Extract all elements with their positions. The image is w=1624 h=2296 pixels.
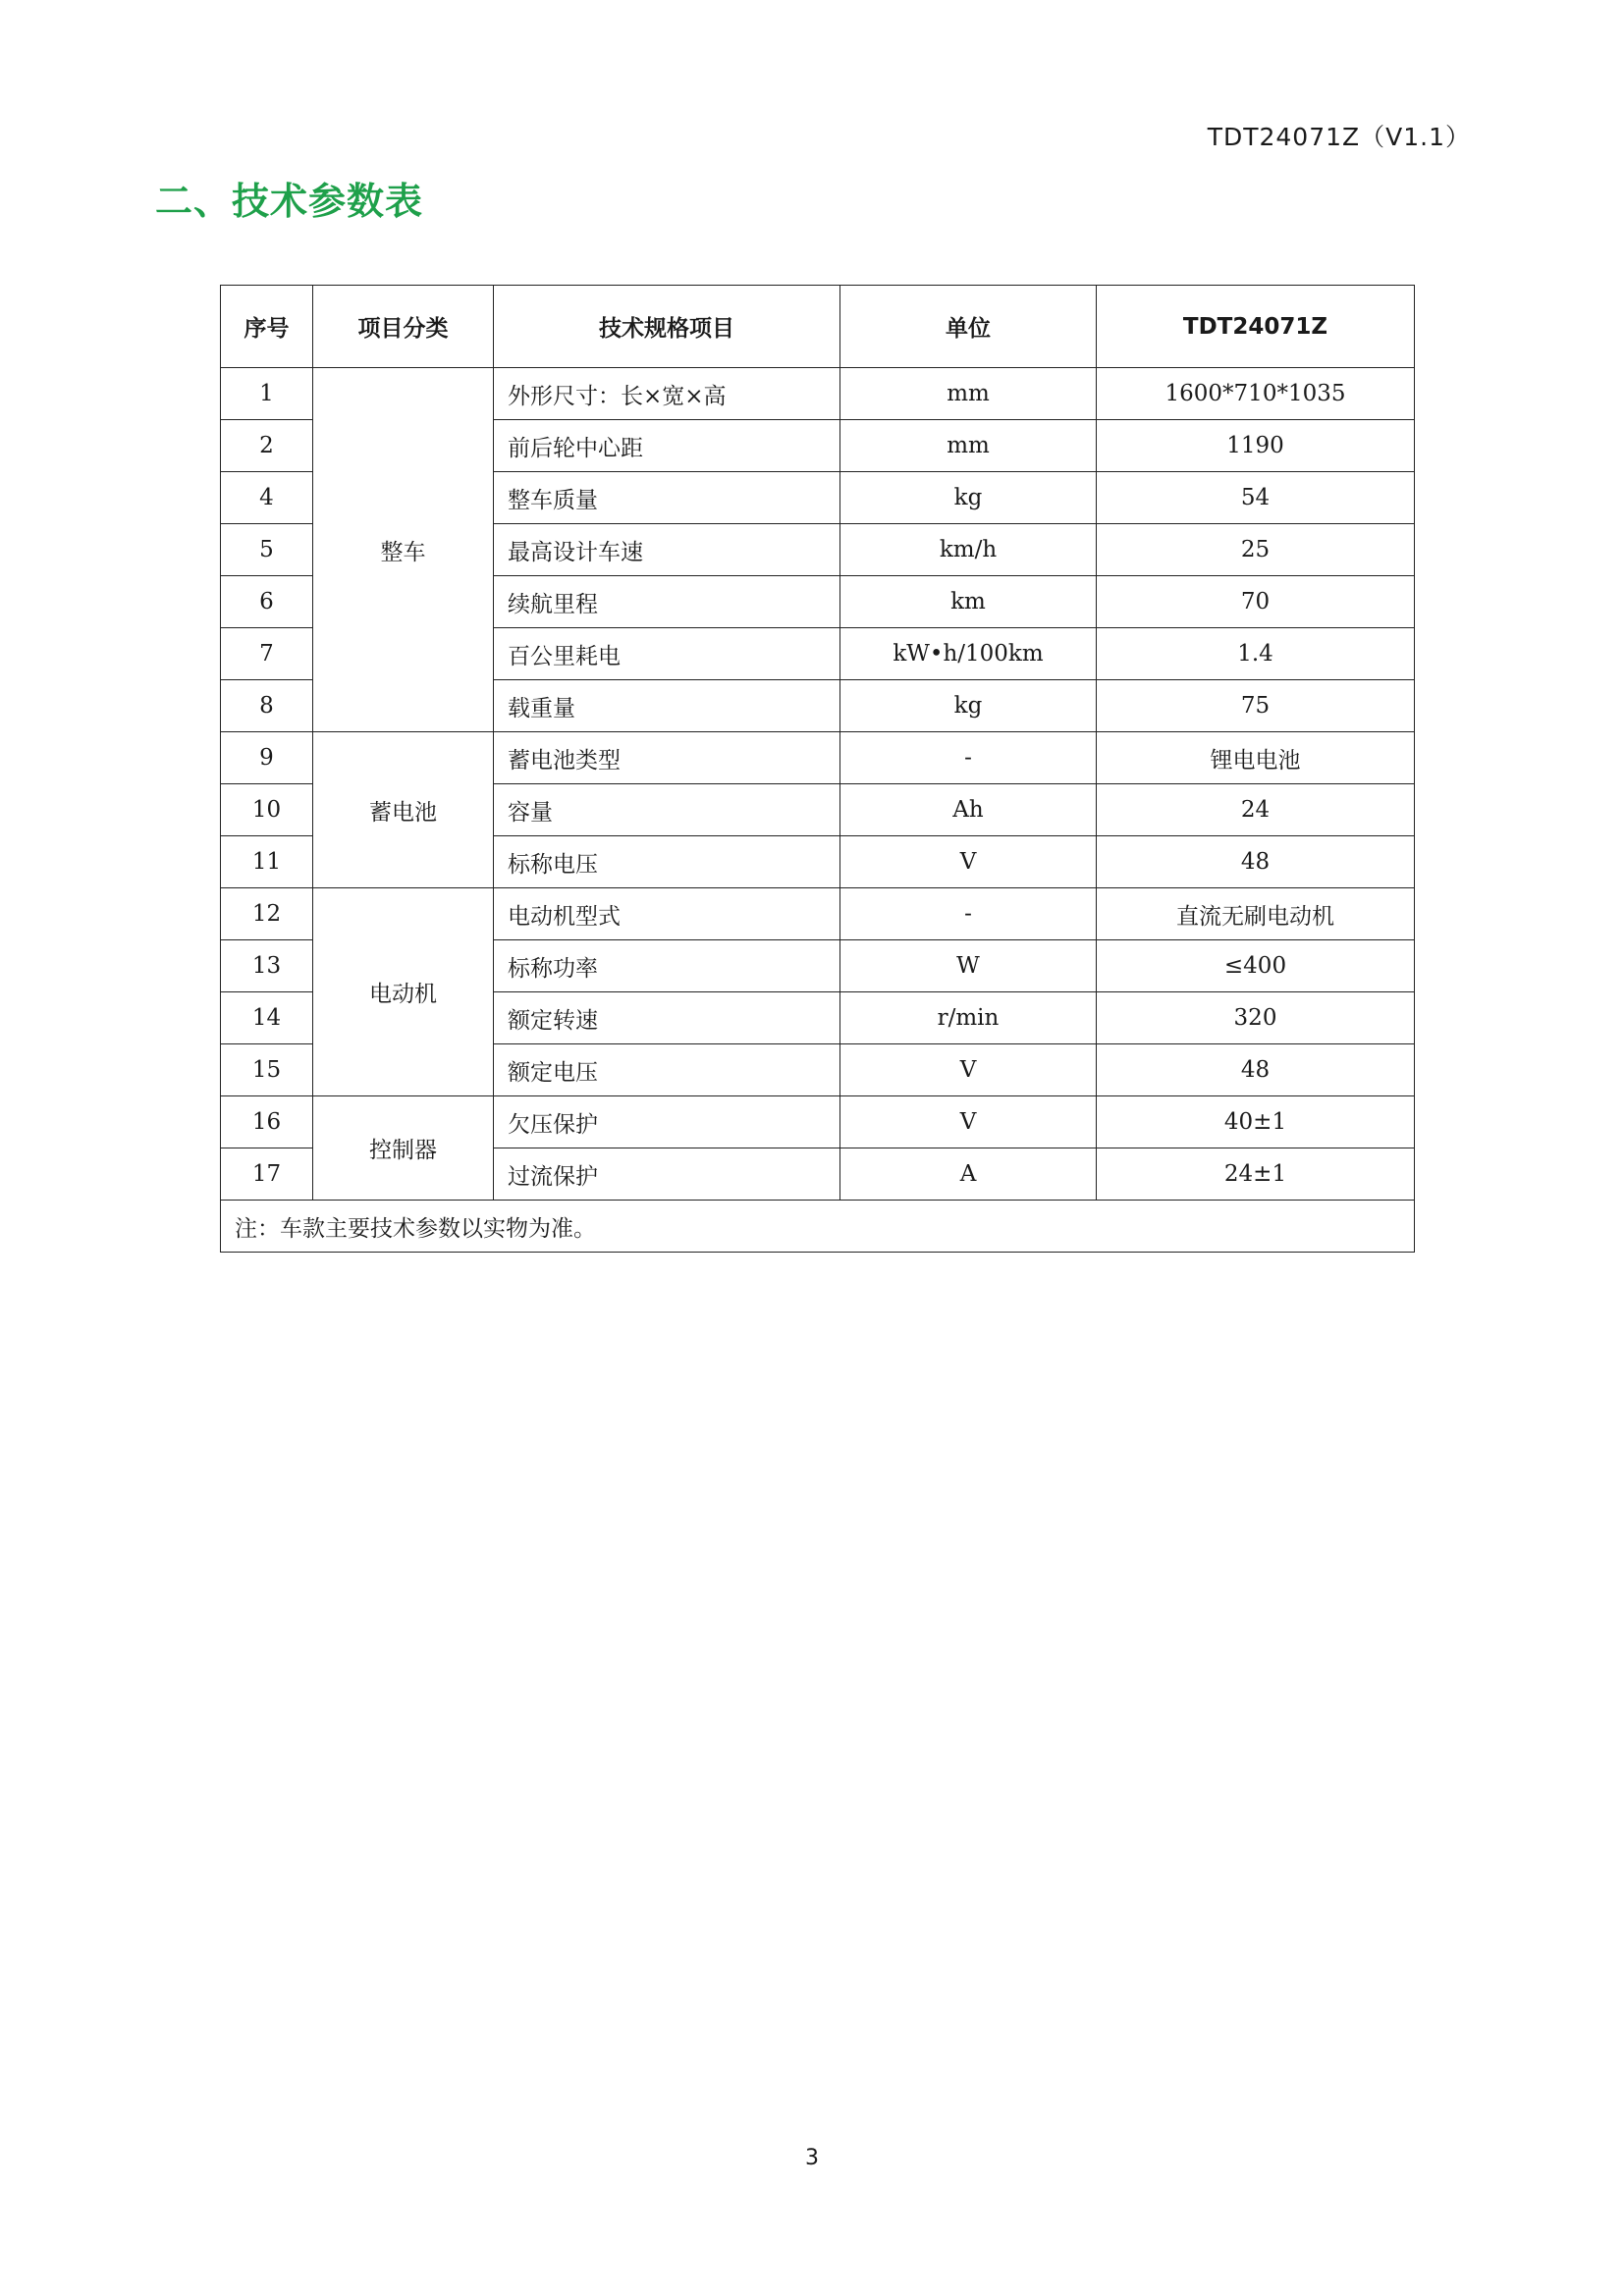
row-item: 外形尺寸：长×宽×高 [494, 368, 840, 420]
row-seq: 8 [221, 680, 313, 732]
row-seq: 2 [221, 420, 313, 472]
table-row [221, 368, 1415, 420]
category-battery: 蓄电池 [313, 732, 494, 888]
row-unit: r/min [840, 992, 1097, 1044]
row-value: 24±1 [1097, 1148, 1415, 1201]
category-motor: 电动机 [313, 888, 494, 1096]
row-value: 25 [1097, 524, 1415, 576]
row-item: 过流保护 [494, 1148, 840, 1201]
row-value: 54 [1097, 472, 1415, 524]
row-item: 欠压保护 [494, 1096, 840, 1148]
row-value: 48 [1097, 836, 1415, 888]
row-value: 70 [1097, 576, 1415, 628]
row-value: 40±1 [1097, 1096, 1415, 1148]
header-model: TDT24071Z [1097, 286, 1415, 368]
row-unit: V [840, 1096, 1097, 1148]
row-value: 48 [1097, 1044, 1415, 1096]
header-category: 项目分类 [313, 286, 494, 368]
row-unit: V [840, 1044, 1097, 1096]
row-seq: 7 [221, 628, 313, 680]
row-item: 前后轮中心距 [494, 420, 840, 472]
row-item: 蓄电池类型 [494, 732, 840, 784]
row-value: 1.4 [1097, 628, 1415, 680]
section-title: 二、技术参数表 [155, 180, 424, 223]
row-item: 额定电压 [494, 1044, 840, 1096]
row-value: 75 [1097, 680, 1415, 732]
row-seq: 15 [221, 1044, 313, 1096]
row-item: 标称功率 [494, 940, 840, 992]
row-unit: mm [840, 420, 1097, 472]
row-unit: Ah [840, 784, 1097, 836]
row-value: 1600*710*1035 [1097, 368, 1415, 420]
row-value: 锂电电池 [1097, 732, 1415, 784]
header-seq: 序号 [221, 286, 313, 368]
row-seq: 11 [221, 836, 313, 888]
header-item: 技术规格项目 [494, 286, 840, 368]
row-seq: 9 [221, 732, 313, 784]
row-unit: A [840, 1148, 1097, 1201]
row-unit: kg [840, 680, 1097, 732]
row-unit: km [840, 576, 1097, 628]
table-header-row [221, 286, 1415, 368]
row-value: 320 [1097, 992, 1415, 1044]
row-seq: 10 [221, 784, 313, 836]
row-seq: 13 [221, 940, 313, 992]
table-row [221, 888, 1415, 940]
table-row [221, 732, 1415, 784]
row-seq: 14 [221, 992, 313, 1044]
row-unit: km/h [840, 524, 1097, 576]
row-item: 容量 [494, 784, 840, 836]
spec-table [220, 285, 1415, 1253]
row-unit: mm [840, 368, 1097, 420]
page-number: 3 [805, 2146, 819, 2170]
row-seq: 17 [221, 1148, 313, 1201]
row-item: 续航里程 [494, 576, 840, 628]
row-value: 直流无刷电动机 [1097, 888, 1415, 940]
row-item: 标称电压 [494, 836, 840, 888]
row-value: ≤400 [1097, 940, 1415, 992]
row-unit: - [840, 888, 1097, 940]
row-seq: 12 [221, 888, 313, 940]
row-unit: - [840, 732, 1097, 784]
row-item: 百公里耗电 [494, 628, 840, 680]
header-unit: 单位 [840, 286, 1097, 368]
table-row [221, 1096, 1415, 1148]
row-item: 整车质量 [494, 472, 840, 524]
table-note: 注：车款主要技术参数以实物为准。 [221, 1201, 1415, 1253]
row-item: 载重量 [494, 680, 840, 732]
row-seq: 6 [221, 576, 313, 628]
row-unit: kW•h/100km [840, 628, 1097, 680]
row-unit: W [840, 940, 1097, 992]
category-vehicle: 整车 [313, 368, 494, 732]
row-unit: kg [840, 472, 1097, 524]
table-note-row [221, 1201, 1415, 1253]
row-item: 最高设计车速 [494, 524, 840, 576]
row-seq: 4 [221, 472, 313, 524]
category-controller: 控制器 [313, 1096, 494, 1201]
row-item: 额定转速 [494, 992, 840, 1044]
row-seq: 5 [221, 524, 313, 576]
row-unit: V [840, 836, 1097, 888]
row-item: 电动机型式 [494, 888, 840, 940]
row-seq: 1 [221, 368, 313, 420]
row-value: 1190 [1097, 420, 1415, 472]
row-seq: 16 [221, 1096, 313, 1148]
document-code: TDT24071Z（V1.1） [1207, 123, 1471, 151]
row-value: 24 [1097, 784, 1415, 836]
